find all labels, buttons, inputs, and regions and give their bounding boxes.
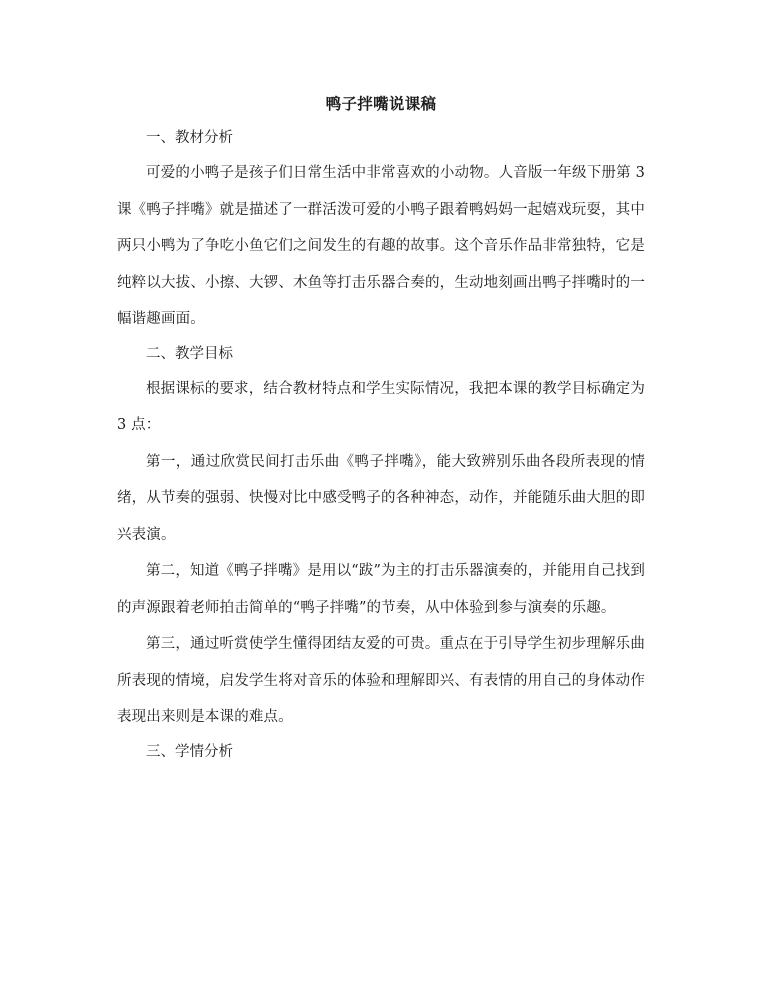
paragraph: 第一，通过欣赏民间打击乐曲《鸭子拌嘴》，能大致辨别乐曲各段所表现的情绪，从节奏的强弱、快慢对比中感受鸭子的各种神态，动作，并能随乐曲大胆的即兴表演。 bbox=[117, 453, 645, 543]
section-heading: 三、学情分析 bbox=[146, 743, 233, 760]
paragraph: 可爱的小鸭子是孩子们日常生活中非常喜欢的小动物。人音版一年级下册第 3 课《鸭子拌嘴》就是描述了一群活泼可爱的小鸭子跟着鸭妈妈一起嬉戏玩耍，其中两只小鸭为了争吃小鱼它们之间发生的有趣的故事。这个音乐作品非常独特，它是纯粹以大拔、小擦、大锣、木鱼等打击乐器合奏的，生动地刻画出鸭子拌嘴时的一幅谐趣画面。 bbox=[117, 165, 645, 327]
document-title: 鸭子拌嘴说课稿 bbox=[325, 94, 437, 113]
paragraph: 根据课标的要求，结合教材特点和学生实际情况，我把本课的教学目标确定为 3 点： bbox=[117, 380, 645, 433]
paragraph: 第二，知道《鸭子拌嘴》是用以“跋”为主的打击乐器演奏的，并能用自己找到的声源跟着老师拍击简单的“鸭子拌嘴”的节奏，从中体验到参与演奏的乐趣。 bbox=[117, 563, 645, 616]
paragraph: 第三，通过听赏使学生懂得团结友爱的可贵。重点在于引导学生初步理解乐曲所表现的情境，启发学生将对音乐的体验和理解即兴、有表情的用自己的身体动作表现出来则是本课的难点。 bbox=[117, 636, 645, 725]
document-body bbox=[117, 94, 645, 777]
section-heading: 二、教学目标 bbox=[146, 345, 233, 362]
section-heading: 一、教材分析 bbox=[146, 130, 233, 146]
